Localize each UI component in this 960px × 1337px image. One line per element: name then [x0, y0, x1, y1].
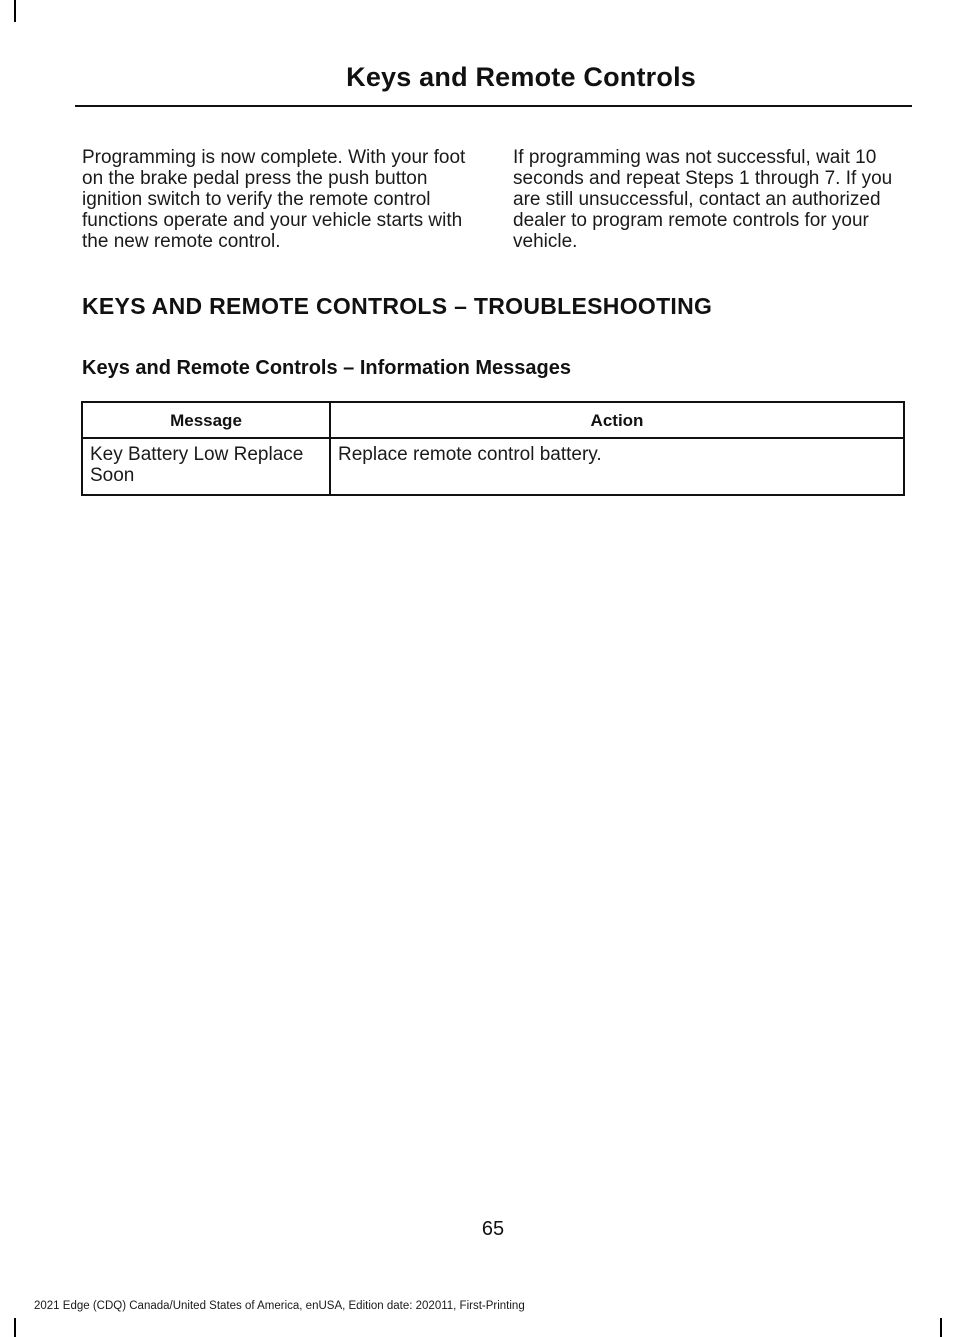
column-header-message: Message: [82, 402, 330, 438]
table-header-row: [82, 402, 904, 438]
crop-mark-top-left: [14, 0, 16, 22]
column-header-action: Action: [330, 402, 904, 438]
table-row: [82, 438, 904, 495]
crop-mark-bottom-right: [940, 1318, 942, 1337]
footer-edition-info: 2021 Edge (CDQ) Canada/United States of America, enUSA, Edition date: 202011, First-Printing: [34, 1300, 525, 1312]
section-heading: KEYS AND REMOTE CONTROLS – TROUBLESHOOTING: [82, 293, 713, 319]
right-paragraph: If programming was not successful, wait 10 seconds and repeat Steps 1 through 7. If you are still unsuccessful, contact an authorized dealer to program remote controls for your vehicle.: [513, 147, 893, 252]
page-number: 65: [481, 1218, 505, 1240]
page-header-title: Keys and Remote Controls: [346, 62, 696, 92]
left-paragraph: Programming is now complete. With your foot on the brake pedal press the push button ignition switch to verify the remote control functions operate and your vehicle starts with the new remote control.: [82, 147, 466, 252]
header-divider: [75, 105, 912, 107]
crop-mark-bottom-left: [14, 1318, 16, 1337]
information-messages-table: [81, 401, 905, 496]
message-cell: Key Battery Low Replace Soon: [82, 438, 330, 495]
sub-heading: Keys and Remote Controls – Information Messages: [82, 357, 572, 379]
action-cell: Replace remote control battery.: [330, 438, 904, 495]
